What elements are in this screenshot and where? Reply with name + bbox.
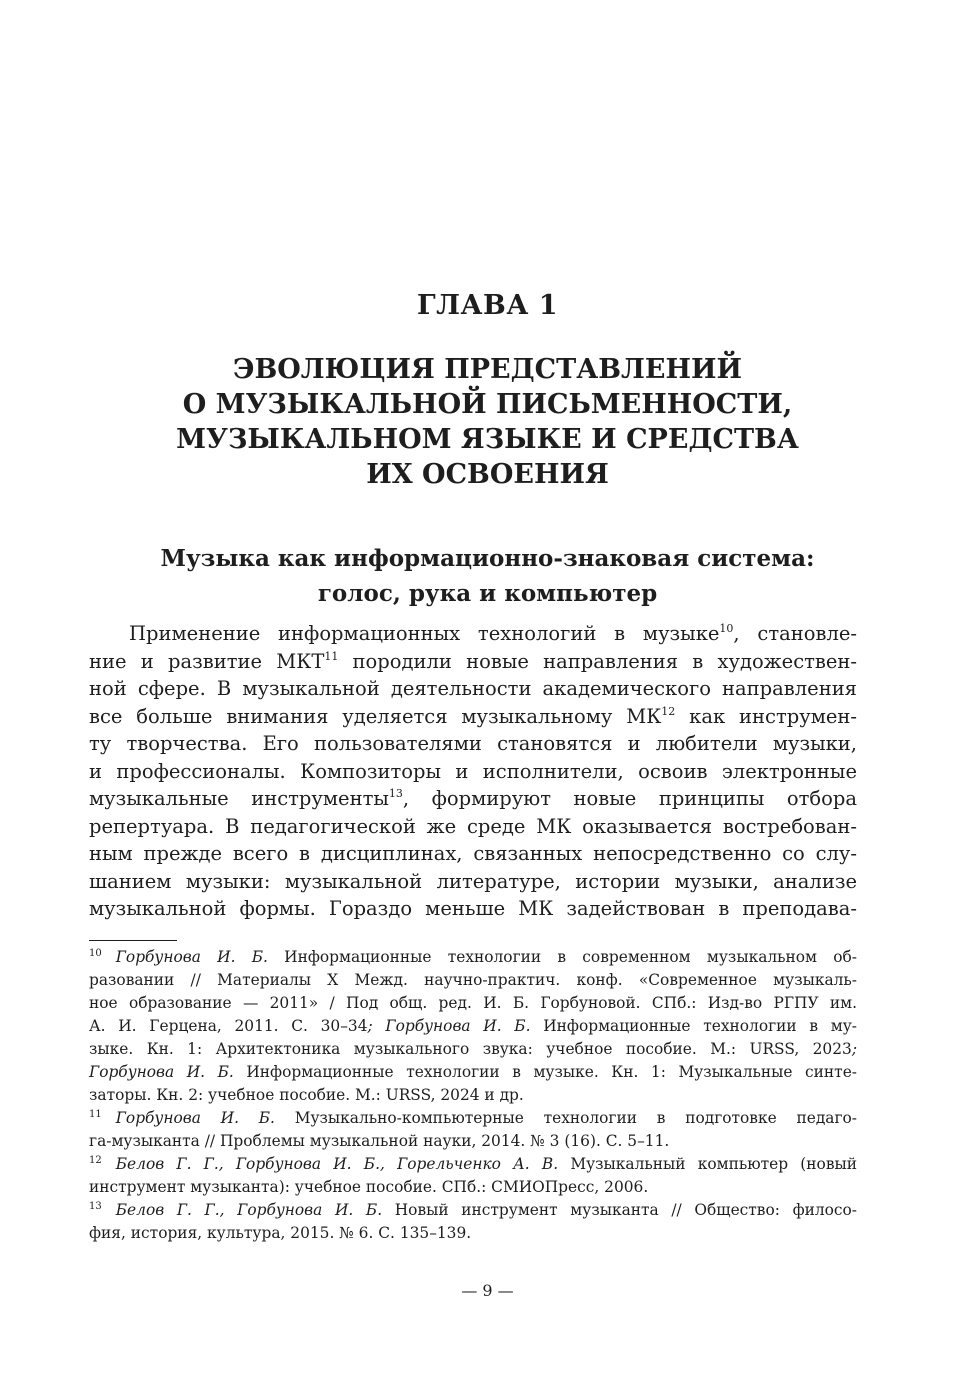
text-line: все больше внимания уделяется музыкальному МК$^{12}$ как инструмен- xyxy=(89,704,857,728)
footnotes xyxy=(89,946,857,1245)
footnote-ref[interactable]: 13 xyxy=(388,787,403,800)
chapter-title xyxy=(100,352,875,492)
text-line: ту творчества. Его пользователями становятся и любители музыки, xyxy=(89,732,857,755)
text-line: репертуара. В педагогической же среде МК оказывается востребован- xyxy=(89,814,857,838)
footnote-ref[interactable]: 11 xyxy=(324,649,339,663)
text-line: музыкальной формы. Гораздо меньше МК задействован в преподава- xyxy=(89,897,857,920)
text-line: и профессионалы. Композиторы и исполнители, освоив электронные xyxy=(89,759,857,783)
footnote-ref[interactable]: 12 xyxy=(661,704,676,718)
footnote-line: инструмент музыканта): учебное пособие. СПб.: СМИОПресс, 2006. xyxy=(89,1178,649,1196)
footnote-line: ное образование — 2011» / Под общ. ред. И. Б. Горбуновой. СПб.: Изд-во РГПУ им. xyxy=(89,994,857,1012)
footnote-number: 10 xyxy=(89,948,102,959)
chapter-title-line: МУЗЫКАЛЬНОМ ЯЗЫКЕ И СРЕДСТВА xyxy=(176,424,799,455)
text-line: ние и развитие МКТ$^{11}$ породили новые направления в художествен- xyxy=(89,649,858,673)
footnote-line: разовании // Материалы X Межд. научно-практич. конф. «Современное музыкаль- xyxy=(89,971,857,989)
body-paragraph xyxy=(89,620,857,923)
chapter-label: ГЛАВА 1 xyxy=(416,290,558,321)
footnote-number: 13 xyxy=(89,1201,102,1212)
footnote-line: $^{10}$ Горбунова И. Б. Информационные технологии в современном музыкальном об- xyxy=(89,948,857,966)
chapter-title-line: ИХ ОСВОЕНИЯ xyxy=(366,459,609,490)
chapter-title-line: О МУЗЫКАЛЬНОЙ ПИСЬМЕННОСТИ, xyxy=(182,389,793,420)
footnote-line: $^{13}$ Белов Г. Г., Горбунова И. Б. Новый инструмент музыканта // Общество: филосо- xyxy=(89,1201,857,1219)
section-title-line: Музыка как информационно-знаковая система: xyxy=(160,545,815,572)
text-line: ной сфере. В музыкальной деятельности академического направления xyxy=(89,677,857,700)
footnote-line: $^{11}$ Горбунова И. Б. Музыкально-компьютерные технологии в подготовке педаго- xyxy=(89,1109,857,1127)
footnote-ref[interactable]: 10 xyxy=(719,622,734,635)
footnote-line: га-музыканта // Проблемы музыкальной науки, 2014. № 3 (16). С. 5–11. xyxy=(89,1132,670,1150)
footnote-line: фия, история, культура, 2015. № 6. С. 135–139. xyxy=(89,1224,472,1242)
section-title xyxy=(100,541,875,611)
text-line: ным прежде всего в дисциплинах, связанных непосредственно со слу- xyxy=(89,842,857,865)
footnote-line: А. И. Герцена, 2011. С. 30–34; Горбунова И. Б. Информационные технологии в му- xyxy=(89,1017,857,1035)
footnote-line: Горбунова И. Б. Информационные технологии в музыке. Кн. 1: Музыкальные синте- xyxy=(89,1063,857,1081)
footnote-divider xyxy=(89,940,177,941)
text-line: музыкальные инструменты$^{13}$, формируют новые принципы отбора xyxy=(89,787,857,810)
footnote-line: зыке. Кн. 1: Архитектоника музыкального звука: учебное пособие. М.: URSS, 2023; xyxy=(89,1040,857,1058)
page-number: — 9 — xyxy=(461,1281,514,1300)
section-title-line: голос, рука и компьютер xyxy=(317,580,658,607)
footnote-number: 12 xyxy=(89,1155,102,1166)
footnote-line: $^{12}$ Белов Г. Г., Горбунова И. Б., Горельченко А. В. Музыкальный компьютер (новый xyxy=(89,1155,857,1173)
text-line: шанием музыки: музыкальной литературе, истории музыки, анализе xyxy=(89,869,857,893)
footnote-line: заторы. Кн. 2: учебное пособие. М.: URSS, 2024 и др. xyxy=(89,1086,524,1104)
footnote-number: 11 xyxy=(89,1109,102,1120)
chapter-title-line: ЭВОЛЮЦИЯ ПРЕДСТАВЛЕНИЙ xyxy=(232,354,743,385)
text-line: Применение информационных технологий в музыке$^{10}$, становле- xyxy=(129,622,857,645)
